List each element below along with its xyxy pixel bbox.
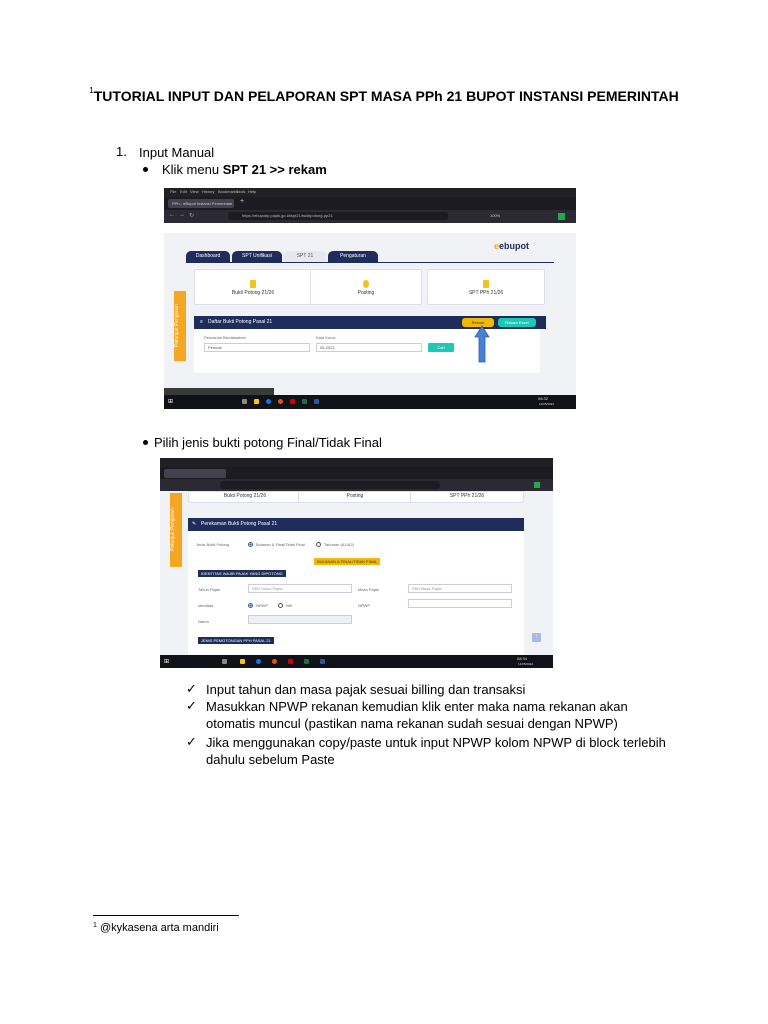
filter-label: Pencarian Berdasarkan [204,335,246,340]
address-bar-row [160,479,553,491]
check-item-2: Masukkan NPWP rekanan kemudian klik enter maka nama rekanan akan [206,699,628,714]
taskbar [160,655,553,668]
browser-icon[interactable] [266,399,271,404]
side-handle[interactable]: Petunjuk Pengisian [174,291,186,361]
section-jenis-pemotongan: JENIS PEMOTONGAN PPH PASAL 21 [198,637,274,644]
menu-view[interactable]: View [190,189,199,194]
new-tab-icon[interactable]: + [240,198,245,205]
option-tahunan: Tahunan (A1/A2) [324,542,355,547]
period-label: Kata Kunci [316,335,336,340]
identitas-label: Identitas [198,603,214,608]
jenis-label: Jenis Bukti Potong [196,542,230,547]
pencil-icon: ✎ [192,521,197,527]
panel-header [188,518,524,531]
nav-underline [186,262,554,263]
taskbar-date: 14/05/2022 [517,662,533,666]
rekam-button[interactable]: Rekam [462,318,494,327]
final-badge: BULANAN & FINAL/TIDAK FINAL [314,558,380,565]
card-label: Posting [357,290,375,296]
npwp-label: NPWP [358,603,370,608]
bullet-2: Pilih jenis bukti potong Final/Tidak Final [154,435,382,450]
card-label: Bukti Potong 21/26 [231,290,275,296]
radio-nik[interactable] [278,603,283,608]
tab-strip [160,467,553,479]
url-field[interactable] [220,481,440,489]
filter-select[interactable]: Periode [204,343,310,352]
cari-button[interactable]: Cari [428,343,454,352]
browser-tab[interactable] [164,469,226,478]
browser-icon[interactable] [256,659,261,664]
posting-icon [363,280,369,288]
tab-spt-21[interactable]: SPT 21 [284,251,326,262]
forward-icon[interactable]: → [179,212,185,218]
taskbar [164,395,576,409]
card-spt-pph[interactable]: SPT PPh 21/26 [410,491,524,503]
footnote-text: @kykasena arta mandiri [99,922,219,934]
check-item-3-cont: dahulu sebelum Paste [206,752,335,767]
menu-help[interactable]: Help [248,189,257,194]
search-icon[interactable] [242,399,247,404]
opera-icon[interactable] [288,659,293,664]
back-icon[interactable]: ← [169,212,175,218]
card-bukti-potong[interactable] [194,269,312,305]
folder-icon[interactable] [240,659,245,664]
check-icon: ✓ [186,681,197,696]
check-item-3: Jika menggunakan copy/paste untuk input NPWP kolom NPWP di block terlebih [206,735,666,750]
tab-dashboard[interactable]: Dashboard [186,251,230,262]
tahun-select[interactable] [248,584,352,593]
title-footnote-marker: 1 [89,86,94,95]
word-icon[interactable] [320,659,325,664]
id-option-npwp: NPWP [256,603,268,608]
nama-input [248,615,352,624]
tahun-label: Tahun Pajak [198,587,221,592]
masa-select[interactable] [408,584,512,593]
arrow-up-icon [474,325,490,363]
screenshot-rekam-menu [164,188,576,409]
option-bulanan: Bulanan & Final/Tidak Final [256,542,305,547]
url-field[interactable] [228,212,448,220]
check-icon: ✓ [186,734,197,749]
extension-icon[interactable] [534,482,540,488]
word-icon[interactable] [314,399,319,404]
period-input[interactable]: 05-2022 [316,343,422,352]
browser-tab[interactable]: PPh - eBupot Instansi Pemerintah [168,199,234,208]
address-bar-row [164,210,576,223]
folder-icon[interactable] [254,399,259,404]
status-url [164,388,274,395]
masa-label: Masa Pajak [358,587,379,592]
top-strip [164,223,576,233]
footnote [93,922,219,934]
card-label: SPT PPh 21/26 [468,290,504,296]
page-content [160,491,553,655]
document-icon [250,280,256,288]
excel-icon[interactable] [302,399,307,404]
windows-icon[interactable]: ⊞ [168,399,174,405]
page-content [164,223,576,388]
panel-title: Daftar Bukti Potong Pasal 21 [208,319,273,325]
nama-label: Nama [198,619,209,624]
screenshot-jenis-bukti-potong [160,458,553,668]
firefox-icon[interactable] [278,399,283,404]
check-item-1: Input tahun dan masa pajak sesuai billing dan transaksi [206,682,526,697]
panel-title: Perekaman Bukti Potong Pasal 21 [201,521,278,527]
tahun-placeholder: Pilih Tahun Pajak [252,586,283,591]
menu-bookmarks[interactable]: Bookmarks [218,189,239,194]
windows-icon[interactable]: ⊞ [164,659,170,665]
radio-npwp[interactable] [248,603,253,608]
firefox-icon[interactable] [272,659,277,664]
bullet-dot [143,167,148,172]
search-icon[interactable] [222,659,227,664]
extension-icon[interactable] [558,213,565,220]
bullet-1-bold: SPT 21 >> rekam [222,162,327,177]
menu-tools[interactable]: Tools [236,189,246,194]
menu-bar [164,188,576,197]
card-posting[interactable]: Posting [298,491,412,503]
card-spt-pph[interactable] [427,269,545,305]
tab-pengaturan[interactable]: Pengaturan [328,251,378,262]
excel-icon[interactable] [304,659,309,664]
rekam-excel-button[interactable]: Rekam Excel [498,318,536,327]
section-heading: Input Manual [139,145,215,160]
logo-text: ebupot [499,241,530,251]
check-item-2-cont: otomatis muncul (pastikan nama rekanan sudah sesuai dengan NPWP) [206,716,618,731]
footnote-marker: 1 [93,922,97,929]
title-text: TUTORIAL INPUT DAN PELAPORAN SPT MASA PPh 21 BUPOT INSTANSI PEMERINTAH [93,88,679,104]
masa-placeholder: Pilih Masa Pajak [412,586,442,591]
tab-spt-unifikasi[interactable]: SPT Unifikasi [232,251,282,262]
menu-file[interactable]: File [170,189,177,194]
menu-history[interactable]: History [202,189,215,194]
ebupot-logo: eebupot [494,241,530,251]
card-bukti-potong[interactable]: Bukti Potong 21/26 [188,491,302,503]
list-icon: ≡ [200,319,203,325]
bullet-1 [162,161,327,178]
tab-strip [164,197,576,210]
taskbar-clock: 08:32 [537,396,548,401]
taskbar-date: 14/05/2022 [538,402,554,406]
document-title [0,88,768,104]
check-icon: ✓ [186,698,197,713]
menu-bar [160,458,553,467]
menu-edit[interactable]: Edit [180,189,187,194]
npwp-input[interactable] [408,599,512,608]
document-icon [483,280,489,288]
scroll-top-icon[interactable]: ↑ [532,633,541,642]
url-text: https://ebupotip.pajak.go.id/spt21/buktipotong-pp21 [242,213,333,218]
radio-tahunan[interactable] [316,542,321,547]
footnote-separator [93,915,239,916]
bullet-1-prefix: Klik menu [162,162,223,177]
bullet-dot [143,440,148,445]
radio-bulanan[interactable] [248,542,253,547]
list-number: 1. [116,144,127,159]
side-handle[interactable]: Petunjuk Pengisian [170,493,182,567]
zoom-level[interactable]: 100% [490,213,501,218]
taskbar-clock: 08:34 [516,656,527,661]
opera-icon[interactable] [290,399,295,404]
reload-icon[interactable]: ↻ [189,213,195,219]
card-posting[interactable] [310,269,422,305]
id-option-nik: NIK [286,603,293,608]
section-identitas: IDENTITAS WAJIB PAJAK YANG DIPOTONG [198,570,286,577]
